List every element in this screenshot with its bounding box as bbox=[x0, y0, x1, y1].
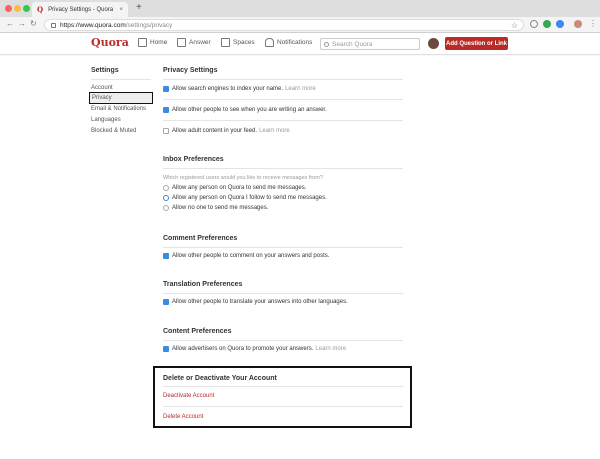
pencil-icon bbox=[177, 38, 186, 47]
nav-home[interactable] bbox=[138, 38, 167, 47]
close-window-button[interactable] bbox=[5, 5, 12, 12]
checkbox-unchecked[interactable] bbox=[163, 128, 169, 134]
new-tab-button[interactable]: + bbox=[136, 2, 142, 13]
nav-label: Spaces bbox=[233, 39, 255, 46]
content-preferences-title: Content Preferences bbox=[163, 328, 232, 335]
radio-no-one[interactable] bbox=[163, 205, 268, 211]
setting-writing-visibility[interactable] bbox=[163, 107, 327, 113]
address-bar-row bbox=[0, 17, 600, 33]
setting-translation[interactable] bbox=[163, 299, 348, 305]
quora-logo[interactable]: Quora bbox=[91, 36, 129, 49]
lock-icon bbox=[51, 23, 56, 28]
checkbox-checked[interactable] bbox=[163, 346, 169, 352]
search-box[interactable] bbox=[320, 38, 420, 50]
url-host: https://www.quora.com bbox=[60, 21, 126, 29]
learn-more-link[interactable]: Learn more bbox=[315, 346, 347, 352]
radio-label: Allow any person on Quora to send me messages. bbox=[172, 185, 307, 191]
divider bbox=[163, 406, 403, 407]
reload-icon[interactable]: ↻ bbox=[30, 19, 37, 28]
extension-icon[interactable] bbox=[543, 20, 551, 28]
setting-label: Allow other people to see when you are writing an answer. bbox=[172, 107, 327, 113]
nav-spaces[interactable] bbox=[221, 38, 255, 47]
sidebar-item-email-notifications[interactable]: Email & Notifications bbox=[91, 106, 147, 112]
divider bbox=[163, 79, 403, 80]
add-question-button[interactable]: Add Question or Link bbox=[445, 37, 508, 50]
delete-account-link[interactable]: Delete Account bbox=[163, 414, 204, 420]
setting-label: Allow other people to comment on your answers and posts. bbox=[172, 253, 330, 259]
nav-label: Notifications bbox=[277, 39, 313, 46]
radio-label: Allow any person on Quora I follow to send me messages. bbox=[172, 195, 327, 201]
setting-comments[interactable] bbox=[163, 253, 329, 259]
inbox-hint: Which registered users would you like to receive messages from? bbox=[163, 175, 323, 181]
divider bbox=[163, 120, 403, 121]
setting-label: Allow other people to translate your answers into other languages. bbox=[172, 299, 348, 305]
sidebar-item-account[interactable]: Account bbox=[91, 85, 113, 91]
setting-adult-content[interactable] bbox=[163, 128, 290, 134]
search-icon bbox=[324, 42, 329, 47]
divider bbox=[163, 168, 403, 169]
browser-tab[interactable] bbox=[32, 2, 128, 17]
radio-unselected[interactable] bbox=[163, 205, 169, 211]
checkbox-checked[interactable] bbox=[163, 253, 169, 259]
search-input[interactable] bbox=[332, 41, 412, 48]
browser-tab-bar bbox=[0, 0, 600, 17]
nav-answer[interactable] bbox=[177, 38, 211, 47]
setting-label: Allow adult content in your feed. bbox=[172, 128, 258, 134]
radio-unselected[interactable] bbox=[163, 185, 169, 191]
url-path: /settings/privacy bbox=[125, 21, 173, 29]
privacy-settings-title: Privacy Settings bbox=[163, 67, 218, 74]
checkbox-checked[interactable] bbox=[163, 299, 169, 305]
bell-icon bbox=[265, 38, 274, 47]
maximize-window-button[interactable] bbox=[23, 5, 30, 12]
comment-preferences-title: Comment Preferences bbox=[163, 235, 238, 242]
nav-label: Answer bbox=[189, 39, 211, 46]
setting-index-name[interactable] bbox=[163, 86, 316, 92]
user-avatar[interactable] bbox=[428, 38, 439, 49]
sidebar-item-languages[interactable]: Languages bbox=[91, 117, 121, 123]
sidebar-item-blocked-muted[interactable]: Blocked & Muted bbox=[91, 128, 137, 134]
minimize-window-button[interactable] bbox=[14, 5, 21, 12]
spaces-icon bbox=[221, 38, 230, 47]
divider bbox=[163, 293, 403, 294]
profile-avatar[interactable] bbox=[574, 20, 582, 28]
radio-anyone[interactable] bbox=[163, 185, 306, 191]
divider bbox=[163, 247, 403, 248]
settings-title: Settings bbox=[91, 67, 119, 74]
menu-kebab-icon[interactable]: ⋮ bbox=[589, 19, 597, 28]
checkbox-checked[interactable] bbox=[163, 86, 169, 92]
extension-icon[interactable] bbox=[530, 20, 538, 28]
learn-more-link[interactable]: Learn more bbox=[259, 128, 290, 134]
back-icon[interactable]: ← bbox=[6, 19, 14, 28]
checkbox-checked[interactable] bbox=[163, 107, 169, 113]
nav-label: Home bbox=[150, 39, 168, 46]
quora-favicon-icon: Q bbox=[37, 5, 44, 14]
forward-icon[interactable]: → bbox=[18, 19, 26, 28]
bookmark-star-icon[interactable]: ☆ bbox=[510, 21, 518, 30]
home-icon bbox=[138, 38, 147, 47]
radio-selected[interactable] bbox=[163, 195, 169, 201]
setting-advertisers[interactable] bbox=[163, 346, 346, 352]
deactivate-account-link[interactable]: Deactivate Account bbox=[163, 393, 215, 399]
divider bbox=[163, 99, 403, 100]
delete-deactivate-title: Delete or Deactivate Your Account bbox=[163, 375, 277, 382]
extension-icon[interactable] bbox=[556, 20, 564, 28]
tab-close-icon[interactable]: × bbox=[119, 6, 123, 13]
url-field[interactable] bbox=[44, 19, 524, 31]
quora-header bbox=[0, 33, 600, 55]
tab-title: Privacy Settings - Quora bbox=[48, 6, 114, 13]
translation-preferences-title: Translation Preferences bbox=[163, 281, 243, 288]
divider bbox=[163, 340, 403, 341]
nav-notifications[interactable] bbox=[265, 38, 312, 47]
learn-more-link[interactable]: Learn more bbox=[285, 86, 316, 92]
divider bbox=[163, 386, 403, 387]
setting-label: Allow advertisers on Quora to promote your answers. bbox=[172, 346, 314, 352]
setting-label: Allow search engines to index your name. bbox=[172, 86, 284, 92]
radio-label: Allow no one to send me messages. bbox=[172, 205, 269, 211]
radio-followed[interactable] bbox=[163, 195, 327, 201]
inbox-preferences-title: Inbox Preferences bbox=[163, 156, 224, 163]
divider bbox=[91, 79, 151, 80]
sidebar-item-privacy[interactable]: Privacy bbox=[89, 92, 153, 104]
